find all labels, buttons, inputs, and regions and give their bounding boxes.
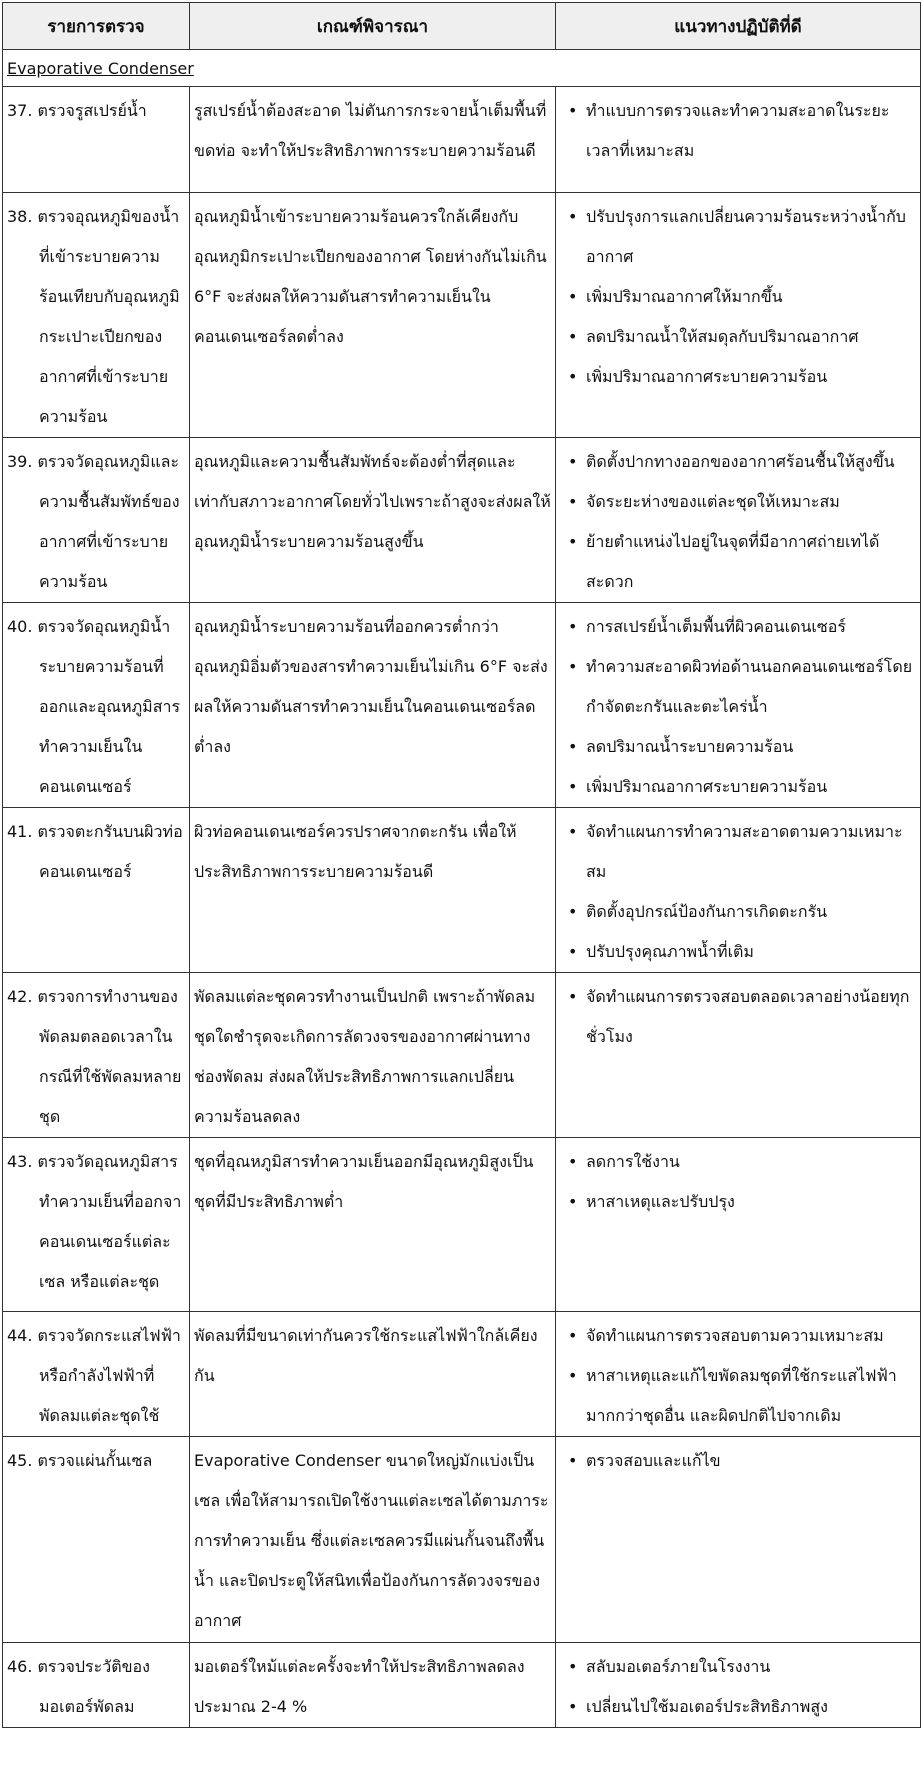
practice-list: [556, 87, 920, 171]
inspection-item-cell: [3, 87, 190, 193]
practice-cell: [556, 87, 921, 193]
practice-cell: [556, 1312, 921, 1437]
practice-item: • จัดทำแผนการทำความสะอาดตามความเหมาะสม: [586, 812, 916, 892]
practice-item: • การสเปรย์น้ำเต็มพื้นที่ผิวคอนเดนเซอร์: [586, 607, 916, 647]
table-row: [3, 193, 921, 438]
practice-item: • ติดตั้งอุปกรณ์ป้องกันการเกิดตะกรัน: [586, 892, 916, 932]
practice-list: [556, 193, 920, 397]
criteria-cell: [190, 1437, 556, 1643]
table-row: [3, 808, 921, 973]
section-row: [3, 50, 921, 87]
practice-item: • จัดทำแผนการตรวจสอบตลอดเวลาอย่างน้อยทุกชั่วโมง: [586, 977, 916, 1057]
practice-item: • สลับมอเตอร์ภายในโรงงาน: [586, 1647, 916, 1687]
practice-item: • ติดตั้งปากทางออกของอากาศร้อนชื้นให้สูงขึ้น: [586, 442, 916, 482]
criteria-text: Evaporative Condenser ขนาดใหญ่มักแบ่งเป็นเซล เพื่อให้สามารถเปิดใช้งานแต่ละเซลได้ตามภาระการทำความเย็น ซึ่งแต่ละเซลควรมีแผ่นกั้นจนถึงพื้นน้ำ และปิดประตูให้สนิทเพื่อป้องกันการลัดวงจรของอากาศ: [194, 1451, 549, 1630]
inspection-item: 38. ตรวจอุณหภูมิของน้ำที่เข้าระบายความร้อนเทียบกับอุณหภูมิกระเปาะเปียกของอากาศที่เข้าระบายความร้อน: [7, 207, 180, 426]
practice-item: • ทำแบบการตรวจและทำความสะอาดในระยะเวลาที่เหมาะสม: [586, 91, 916, 171]
practice-list: [556, 438, 920, 602]
criteria-text: มอเตอร์ใหม้แต่ละครั้งจะทำให้ประสิทธิภาพลดลงประมาณ 2-4 %: [194, 1657, 525, 1716]
table-row: [3, 1437, 921, 1643]
criteria-cell: [190, 1138, 556, 1312]
table-row: [3, 1138, 921, 1312]
inspection-item: 40. ตรวจวัดอุณหภูมิน้ำระบายความร้อนที่ออกและอุณหภูมิสารทำความเย็นในคอนเดนเซอร์: [7, 617, 181, 796]
table-row: [3, 438, 921, 603]
practice-item: • ลดการใช้งาน: [586, 1142, 916, 1182]
inspection-item: 42. ตรวจการทำงานของพัดลมตลอดเวลาในกรณีที่ใช้พัดลมหลายชุด: [7, 987, 182, 1126]
criteria-cell: [190, 808, 556, 973]
criteria-cell: [190, 1312, 556, 1437]
inspection-item-cell: [3, 1437, 190, 1643]
table-row: [3, 973, 921, 1138]
inspection-item-cell: [3, 1643, 190, 1728]
header-criteria: เกณฑ์พิจารณา: [190, 3, 556, 50]
practice-cell: [556, 193, 921, 438]
inspection-item: 39. ตรวจวัดอุณหภูมิและความชื้นสัมพัทธ์ของอากาศที่เข้าระบายความร้อน: [7, 452, 180, 591]
criteria-text: รูสเปรย์น้ำต้องสะอาด ไม่ตันการกระจายน้ำเต็มพื้นที่ขดท่อ จะทำให้ประสิทธิภาพการระบายความร้อนดี: [194, 101, 547, 160]
practice-item: • หาสาเหตุและปรับปรุง: [586, 1182, 916, 1222]
criteria-text: อุณหภูมิน้ำเข้าระบายความร้อนควรใกล้เคียงกับอุณหภูมิกระเปาะเปียกของอากาศ โดยห่างกันไม่เกิน 6°F จะส่งผลให้ความดันสารทำความเย็นในคอนเดนเซอร์ลดต่ำลง: [194, 207, 547, 346]
practice-item: • ลดปริมาณน้ำให้สมดุลกับปริมาณอากาศ: [586, 317, 916, 357]
criteria-cell: [190, 87, 556, 193]
inspection-item-cell: [3, 1138, 190, 1312]
inspection-item: 44. ตรวจวัดกระแสไฟฟ้าหรือกำลังไฟฟ้าที่พัดลมแต่ละชุดใช้: [7, 1326, 181, 1425]
practice-item: • เปลี่ยนไปใช้มอเตอร์ประสิทธิภาพสูง: [586, 1687, 916, 1727]
practice-cell: [556, 973, 921, 1138]
inspection-item-cell: [3, 808, 190, 973]
inspection-item: 37. ตรวจรูสเปรย์น้ำ: [7, 101, 147, 120]
practice-item: • ปรับปรุงการแลกเปลี่ยนความร้อนระหว่างน้ำกับอากาศ: [586, 197, 916, 277]
practice-item: • เพิ่มปริมาณอากาศระบายความร้อน: [586, 767, 916, 807]
inspection-table: [2, 2, 921, 1728]
practice-item: • จัดระยะห่างของแต่ละชุดให้เหมาะสม: [586, 482, 916, 522]
criteria-cell: [190, 603, 556, 808]
header-good-practice: แนวทางปฏิบัติที่ดี: [556, 3, 921, 50]
practice-cell: [556, 438, 921, 603]
practice-list: [556, 808, 920, 972]
table-header-row: [3, 3, 921, 50]
inspection-item-cell: [3, 603, 190, 808]
practice-list: [556, 1138, 920, 1222]
criteria-cell: [190, 438, 556, 603]
practice-list: [556, 1312, 920, 1436]
inspection-item: 41. ตรวจตะกรันบนผิวท่อคอนเดนเซอร์: [7, 822, 183, 881]
criteria-text: ผิวท่อคอนเดนเซอร์ควรปราศจากตะกรัน เพื่อให้ประสิทธิภาพการระบายความร้อนดี: [194, 822, 517, 881]
table-row: [3, 603, 921, 808]
criteria-text: อุณหภูมิและความชื้นสัมพัทธ์จะต้องต่ำที่สุดและเท่ากับสภาวะอากาศโดยทั่วไปเพราะถ้าสูงจะส่งผลให้อุณหภูมิน้ำระบายความร้อนสูงขึ้น: [194, 452, 551, 551]
practice-list: [556, 973, 920, 1057]
criteria-text: ชุดที่อุณหภูมิสารทำความเย็นออกมีอุณหภูมิสูงเป็นชุดที่มีประสิทธิภาพต่ำ: [194, 1152, 534, 1211]
practice-item: • เพิ่มปริมาณอากาศให้มากขึ้น: [586, 277, 916, 317]
practice-item: • ตรวจสอบและแก้ไข: [586, 1441, 916, 1481]
section-title: Evaporative Condenser: [7, 58, 194, 78]
criteria-cell: [190, 193, 556, 438]
header-inspection-item: รายการตรวจ: [3, 3, 190, 50]
inspection-item: 43. ตรวจวัดอุณหภูมิสารทำความเย็นที่ออกจาคอนเดนเซอร์แต่ละเซล หรือแต่ละชุด: [7, 1152, 182, 1291]
inspection-item-cell: [3, 193, 190, 438]
inspection-item-cell: [3, 1312, 190, 1437]
practice-cell: [556, 808, 921, 973]
practice-item: • ปรับปรุงคุณภาพน้ำที่เติม: [586, 932, 916, 972]
table-row: [3, 1643, 921, 1728]
practice-cell: [556, 1643, 921, 1728]
table-row: [3, 1312, 921, 1437]
practice-list: [556, 1643, 920, 1727]
practice-list: [556, 603, 920, 807]
practice-item: • ย้ายตำแหน่งไปอยู่ในจุดที่มีอากาศถ่ายเทได้สะดวก: [586, 522, 916, 602]
practice-item: • เพิ่มปริมาณอากาศระบายความร้อน: [586, 357, 916, 397]
table-row: [3, 87, 921, 193]
criteria-text: อุณหภูมิน้ำระบายความร้อนที่ออกควรต่ำกว่าอุณหภูมิอิ่มตัวของสารทำความเย็นไม่เกิน 6°F จะส่งผลให้ความดันสารทำความเย็นในคอนเดนเซอร์ลดต่ำลง: [194, 617, 548, 756]
practice-item: • หาสาเหตุและแก้ไขพัดลมชุดที่ใช้กระแสไฟฟ้ามากกว่าชุดอื่น และผิดปกติไปจากเดิม: [586, 1356, 916, 1436]
practice-list: [556, 1437, 920, 1481]
criteria-cell: [190, 1643, 556, 1728]
practice-cell: [556, 1138, 921, 1312]
practice-item: • ลดปริมาณน้ำระบายความร้อน: [586, 727, 916, 767]
criteria-cell: [190, 973, 556, 1138]
inspection-item: 46. ตรวจประวัติของมอเตอร์พัดลม: [7, 1657, 150, 1716]
practice-cell: [556, 1437, 921, 1643]
practice-cell: [556, 603, 921, 808]
criteria-text: พัดลมแต่ละชุดควรทำงานเป็นปกติ เพราะถ้าพัดลมชุดใดชำรุดจะเกิดการลัดวงจรของอากาศผ่านทางช่องพัดลม ส่งผลให้ประสิทธิภาพการแลกเปลี่ยนความร้อนลดลง: [194, 987, 536, 1126]
criteria-text: พัดลมที่มีขนาดเท่ากันควรใช้กระแสไฟฟ้าใกล้เคียงกัน: [194, 1326, 538, 1385]
inspection-item-cell: [3, 973, 190, 1138]
inspection-item: 45. ตรวจแผ่นกั้นเซล: [7, 1451, 153, 1470]
practice-item: • จัดทำแผนการตรวจสอบตามความเหมาะสม: [586, 1316, 916, 1356]
inspection-item-cell: [3, 438, 190, 603]
practice-item: • ทำความสะอาดผิวท่อด้านนอกคอนเดนเซอร์โดยกำจัดตะกรันและตะไคร่น้ำ: [586, 647, 916, 727]
